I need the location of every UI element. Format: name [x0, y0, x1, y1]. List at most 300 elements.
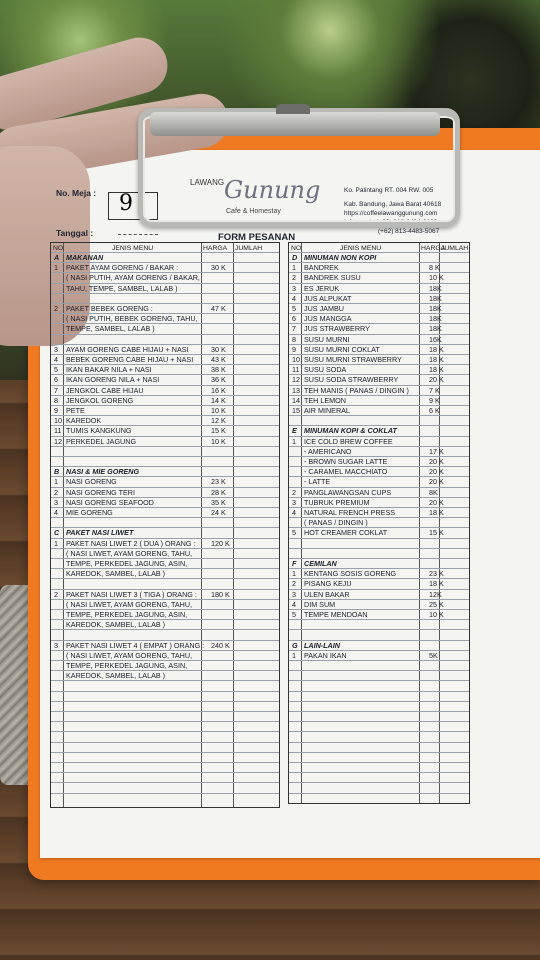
- item-number: 12: [292, 375, 300, 385]
- item-number: 10: [54, 416, 62, 426]
- item-number: 2: [292, 579, 296, 589]
- menu-item-name: NATURAL FRENCH PRESS: [304, 508, 396, 517]
- item-number: 12: [54, 436, 62, 446]
- item-number: 3: [54, 344, 58, 354]
- menu-item-price: 18K: [429, 324, 442, 334]
- menu-item-price: 18 K: [429, 508, 444, 517]
- menu-item-price: 18 K: [429, 344, 444, 354]
- menu-item-name: PAKET NASI LIWET 3 ( TIGA ) ORANG :: [66, 589, 197, 599]
- quantity-cell[interactable]: [234, 375, 254, 384]
- quantity-cell[interactable]: [440, 590, 460, 599]
- menu-item-name: BANDREK: [304, 263, 339, 273]
- menu-item-name: TEMPE, PERKEDEL JAGUNG, ASIN,: [66, 661, 188, 670]
- quantity-cell[interactable]: [440, 386, 460, 395]
- quantity-cell[interactable]: [440, 579, 460, 588]
- menu-item-name: PAKET AYAM GORENG / BAKAR :: [66, 263, 179, 273]
- menu-item-name: - AMERICANO: [304, 446, 352, 456]
- menu-item-price: 18 K: [429, 355, 444, 364]
- menu-item-name: AIR MINERAL: [304, 406, 350, 415]
- menu-item-name: TEH MANIS ( PANAS / DINGIN ): [304, 385, 409, 395]
- quantity-cell[interactable]: [440, 416, 460, 425]
- menu-item-name: DIM SUM: [304, 599, 336, 609]
- menu-item-name: PAKET NASI LIWET 2 ( DUA ) ORANG :: [66, 538, 196, 548]
- phone-line: Informasi : (+62) 813-9494-3896: [344, 219, 438, 226]
- menu-item-name: ( NASI PUTIH, AYAM GORENG / BAKAR,: [66, 273, 200, 283]
- quantity-cell[interactable]: [234, 610, 254, 619]
- address-line: Ko. Palintang RT. 004 RW. 005: [344, 187, 434, 194]
- menu-item-name: PAKET NASI LIWET 4 ( EMPAT ) ORANG :: [66, 640, 205, 650]
- quantity-cell[interactable]: [440, 569, 460, 578]
- item-number: 10: [292, 355, 300, 364]
- menu-item-price: 8 K: [429, 263, 440, 273]
- form-title: FORM PESANAN: [218, 232, 296, 243]
- menu-item-price: 120 K: [211, 538, 230, 548]
- header-harga: HARGA: [421, 245, 446, 252]
- menu-item-name: NASI GORENG SEAFOOD: [66, 497, 154, 507]
- item-number: 6: [54, 375, 58, 385]
- menu-item-price: 47 K: [211, 304, 226, 313]
- item-number: 3: [292, 589, 296, 599]
- item-number: 3: [292, 283, 296, 293]
- menu-item-price: 23 K: [211, 477, 226, 487]
- menu-item-price: 35 K: [211, 497, 226, 507]
- table-row-line: [51, 762, 279, 763]
- item-number: 3: [292, 497, 296, 507]
- menu-item-price: 10 K: [429, 610, 444, 619]
- quantity-cell[interactable]: [440, 457, 460, 466]
- item-number: 11: [292, 365, 300, 375]
- quantity-cell[interactable]: [440, 324, 460, 333]
- quantity-cell[interactable]: [440, 477, 460, 486]
- table-row-line: [289, 782, 469, 783]
- menu-item-name: ( NASI PUTIH, BEBEK GORENG, TAHU,: [66, 314, 198, 324]
- quantity-cell[interactable]: [440, 253, 460, 262]
- quantity-cell[interactable]: [234, 651, 254, 660]
- menu-item-name: ( NASI LIWET, AYAM GORENG, TAHU,: [66, 650, 193, 660]
- table-column-line: [63, 243, 64, 807]
- quantity-cell[interactable]: [234, 314, 254, 323]
- section-title: MINUMAN NON KOPI: [304, 253, 377, 262]
- table-row-line: [289, 752, 469, 753]
- menu-item-name: KAREDOK, SAMBEL, LALAB ): [66, 620, 166, 630]
- quantity-cell[interactable]: [440, 549, 460, 558]
- menu-item-name: - LATTE: [304, 477, 331, 487]
- quantity-cell[interactable]: [234, 273, 254, 282]
- quantity-cell[interactable]: [234, 528, 254, 537]
- date-label: Tanggal :: [56, 228, 94, 238]
- quantity-cell[interactable]: [234, 355, 254, 364]
- item-number: 8: [54, 395, 58, 405]
- menu-item-name: JUS MANGGA: [304, 314, 352, 324]
- quantity-cell[interactable]: [440, 314, 460, 323]
- quantity-cell[interactable]: [234, 590, 254, 599]
- item-number: E: [292, 426, 297, 436]
- menu-item-price: 180 K: [211, 589, 230, 599]
- quantity-cell[interactable]: [440, 406, 460, 415]
- menu-item-price: 15 K: [211, 426, 226, 436]
- menu-item-name: PETE: [66, 406, 85, 415]
- menu-item-price: 12 K: [211, 416, 226, 426]
- section-title: MAKANAN: [66, 253, 104, 262]
- menu-item-name: IKAN GORENG NILA + NASI: [66, 375, 160, 385]
- clip-bar: [150, 112, 440, 136]
- quantity-cell[interactable]: [234, 467, 254, 476]
- menu-item-price: 18K: [429, 314, 442, 324]
- menu-table-right: [288, 242, 470, 804]
- item-number: 5: [292, 528, 296, 538]
- quantity-cell[interactable]: [440, 447, 460, 456]
- item-number: 7: [54, 385, 58, 395]
- table-row-line: [51, 711, 279, 712]
- item-number: 4: [54, 355, 58, 364]
- item-number: 11: [54, 426, 62, 436]
- quantity-cell[interactable]: [440, 355, 460, 364]
- header-jenis-menu: JENIS MENU: [340, 245, 382, 252]
- quantity-cell[interactable]: [234, 518, 254, 527]
- menu-item-price: 36 K: [211, 375, 226, 385]
- menu-item-price: 20 K: [429, 375, 444, 385]
- quantity-cell[interactable]: [234, 396, 254, 405]
- quantity-cell[interactable]: [234, 569, 254, 578]
- menu-item-price: 10 K: [211, 406, 226, 415]
- menu-item-name: BANDREK SUSU: [304, 273, 361, 283]
- table-number-value: 9: [119, 191, 133, 216]
- table-row-line: [51, 721, 279, 722]
- quantity-cell[interactable]: [234, 630, 254, 639]
- table-row-line: [289, 701, 469, 702]
- quantity-cell[interactable]: [440, 508, 460, 517]
- section-title: LAIN-LAIN: [304, 640, 340, 650]
- quantity-cell[interactable]: [234, 284, 254, 293]
- table-column-line: [201, 243, 202, 807]
- menu-item-name: KAREDOK: [66, 416, 102, 426]
- menu-item-price: 18K: [429, 293, 442, 303]
- table-number-label: No. Meja :: [56, 188, 97, 198]
- quantity-cell[interactable]: [234, 437, 254, 446]
- quantity-cell[interactable]: [440, 600, 460, 609]
- quantity-cell[interactable]: [234, 263, 254, 272]
- item-number: 1: [292, 650, 296, 660]
- item-number: D: [292, 253, 298, 262]
- menu-item-name: KENTANG SOSIS GORENG: [304, 569, 397, 579]
- brand-prefix: LAWANG: [190, 178, 225, 187]
- item-number: 9: [54, 406, 58, 415]
- quantity-cell[interactable]: [440, 610, 460, 619]
- quantity-cell[interactable]: [440, 396, 460, 405]
- menu-item-name: ( PANAS / DINGIN ): [304, 518, 368, 528]
- item-number: A: [54, 253, 60, 262]
- menu-item-price: 9 K: [429, 395, 440, 405]
- table-row-line: [289, 711, 469, 712]
- item-number: 1: [292, 569, 296, 579]
- item-number: 1: [54, 538, 58, 548]
- quantity-cell[interactable]: [440, 375, 460, 384]
- item-number: 9: [292, 344, 296, 354]
- table-column-line: [419, 243, 420, 803]
- menu-item-price: 25 K: [429, 599, 444, 609]
- quantity-cell[interactable]: [234, 406, 254, 415]
- table-row-line: [289, 772, 469, 773]
- phone-line: (+62) 813-4483-5067: [378, 228, 440, 235]
- item-number: 6: [292, 314, 296, 324]
- menu-item-name: TEH LEMON: [304, 395, 346, 405]
- quantity-cell[interactable]: [234, 365, 254, 374]
- quantity-cell[interactable]: [440, 620, 460, 629]
- table-row-line: [289, 670, 469, 671]
- section-title: PAKET NASI LIWET: [66, 528, 134, 538]
- header-harga: HARGA: [203, 245, 228, 252]
- menu-item-price: 30 K: [211, 263, 226, 273]
- quantity-cell[interactable]: [440, 498, 460, 507]
- quantity-cell[interactable]: [440, 518, 460, 527]
- brand-name: Gunung: [224, 176, 321, 204]
- quantity-cell[interactable]: [234, 457, 254, 466]
- quantity-cell[interactable]: [234, 661, 254, 670]
- quantity-cell[interactable]: [440, 651, 460, 660]
- quantity-cell[interactable]: [234, 294, 254, 303]
- item-number: F: [292, 559, 297, 568]
- menu-item-name: JUS ALPUKAT: [304, 293, 352, 303]
- menu-item-price: 18 K: [429, 365, 444, 375]
- quantity-cell[interactable]: [440, 284, 460, 293]
- menu-item-name: PISANG KEJU: [304, 579, 352, 589]
- menu-item-name: TUMIS KANGKUNG: [66, 426, 132, 436]
- menu-item-price: 12K: [429, 589, 442, 599]
- menu-item-name: NASI GORENG: [66, 477, 117, 487]
- quantity-cell[interactable]: [440, 528, 460, 537]
- quantity-cell[interactable]: [234, 488, 254, 497]
- item-number: C: [54, 528, 60, 538]
- menu-item-name: PAKAN IKAN: [304, 650, 347, 660]
- menu-item-price: 24 K: [211, 508, 226, 517]
- quantity-cell[interactable]: [440, 304, 460, 313]
- header-no: NO: [53, 245, 64, 252]
- header-jumlah: JUMLAH: [235, 245, 263, 252]
- item-number: 14: [292, 395, 300, 405]
- menu-item-price: 5K: [429, 650, 438, 660]
- quantity-cell[interactable]: [234, 304, 254, 313]
- table-row-line: [51, 793, 279, 794]
- table-row-line: [51, 680, 279, 681]
- quantity-cell[interactable]: [234, 600, 254, 609]
- quantity-cell[interactable]: [440, 539, 460, 548]
- quantity-cell[interactable]: [440, 273, 460, 282]
- menu-item-name: PAKET BEBEK GORENG :: [66, 304, 153, 313]
- item-number: 2: [292, 273, 296, 283]
- quantity-cell[interactable]: [440, 263, 460, 272]
- item-number: 3: [54, 497, 58, 507]
- item-number: B: [54, 467, 60, 477]
- menu-item-name: ( NASI LIWET, AYAM GORENG, TAHU,: [66, 599, 193, 609]
- quantity-cell[interactable]: [234, 508, 254, 517]
- table-row-line: [289, 660, 469, 661]
- quantity-cell[interactable]: [234, 416, 254, 425]
- quantity-cell[interactable]: [234, 426, 254, 435]
- menu-item-name: JENGKOL CABE HIJAU: [66, 385, 144, 395]
- quantity-cell[interactable]: [234, 324, 254, 333]
- menu-item-price: 18K: [429, 304, 442, 313]
- item-number: 1: [292, 263, 296, 273]
- header-no: NO: [291, 245, 302, 252]
- quantity-cell[interactable]: [234, 620, 254, 629]
- menu-item-name: SUSU SODA STRAWBERRY: [304, 375, 399, 385]
- quantity-cell[interactable]: [440, 467, 460, 476]
- table-row-line: [51, 701, 279, 702]
- menu-item-name: HOT CREAMER COKLAT: [304, 528, 388, 538]
- menu-item-name: KAREDOK, SAMBEL, LALAB ): [66, 569, 166, 579]
- menu-item-price: 10 K: [429, 273, 444, 283]
- menu-item-price: 17 K: [429, 446, 444, 456]
- address-line: Kab. Bandung, Jawa Barat 40618: [344, 201, 442, 208]
- menu-item-name: JENGKOL GORENG: [66, 395, 134, 405]
- website-line: https://coffeelawanggunung.com: [344, 210, 438, 217]
- quantity-cell[interactable]: [440, 437, 460, 446]
- quantity-cell[interactable]: [440, 294, 460, 303]
- clip-knob: [276, 104, 310, 114]
- menu-item-name: JUS STRAWBERRY: [304, 324, 370, 334]
- item-number: 2: [292, 487, 296, 497]
- item-number: 13: [292, 385, 300, 395]
- quantity-cell[interactable]: [234, 345, 254, 354]
- item-number: 1: [54, 263, 58, 273]
- quantity-cell[interactable]: [234, 253, 254, 262]
- quantity-cell[interactable]: [234, 671, 254, 680]
- menu-item-name: ES JERUK: [304, 283, 340, 293]
- brand-subtitle: Cafe & Homestay: [226, 208, 281, 215]
- menu-item-price: 14 K: [211, 395, 226, 405]
- menu-item-name: AYAM GORENG CABE HIJAU + NASI: [66, 344, 189, 354]
- menu-item-price: 7 K: [429, 385, 440, 395]
- table-row-line: [51, 752, 279, 753]
- menu-item-price: 20 K: [429, 457, 444, 466]
- quantity-cell[interactable]: [440, 630, 460, 639]
- menu-item-name: ( NASI LIWET, AYAM GORENG, TAHU,: [66, 548, 193, 558]
- quantity-cell[interactable]: [234, 579, 254, 588]
- item-number: 2: [54, 304, 58, 313]
- table-row-line: [51, 691, 279, 692]
- menu-item-price: 16K: [429, 334, 442, 344]
- menu-item-name: SUSU MURNI: [304, 334, 350, 344]
- menu-item-name: - BROWN SUGAR LATTE: [304, 457, 388, 466]
- menu-item-price: 30 K: [211, 344, 226, 354]
- menu-item-name: PANGLAWANGSAN CUPS: [304, 487, 392, 497]
- menu-item-price: 18 K: [429, 579, 444, 589]
- quantity-cell[interactable]: [440, 426, 460, 435]
- menu-item-name: TEMPE MENDOAN: [304, 610, 368, 619]
- menu-item-name: MIE GORENG: [66, 508, 113, 517]
- item-number: 4: [292, 293, 296, 303]
- header-jenis-menu: JENIS MENU: [112, 245, 154, 252]
- table-row-line: [51, 782, 279, 783]
- table-row-line: [289, 721, 469, 722]
- section-title: MINUMAN KOPI & COKLAT: [304, 426, 397, 436]
- menu-item-name: NASI GORENG TERI: [66, 487, 135, 497]
- menu-item-name: TEMPE, SAMBEL, LALAB ): [66, 324, 155, 334]
- item-number: 8: [292, 334, 296, 344]
- quantity-cell[interactable]: [234, 386, 254, 395]
- item-number: 1: [292, 436, 296, 446]
- menu-item-name: SUSU MURNI COKLAT: [304, 344, 380, 354]
- item-number: 4: [54, 508, 58, 517]
- table-row-line: [51, 742, 279, 743]
- header-jumlah: JUMLAH: [441, 245, 469, 252]
- table-row-line: [51, 772, 279, 773]
- quantity-cell[interactable]: [234, 641, 254, 650]
- menu-item-name: SUSU SODA: [304, 365, 347, 375]
- menu-item-price: 240 K: [211, 640, 230, 650]
- section-title: CEMILAN: [304, 559, 337, 568]
- item-number: 5: [292, 304, 296, 313]
- table-row-line: [289, 691, 469, 692]
- item-number: 4: [292, 599, 296, 609]
- menu-item-name: BEBEK GORENG CABE HIJAU + NASI: [66, 355, 194, 364]
- quantity-cell[interactable]: [440, 335, 460, 344]
- menu-item-name: IKAN BAKAR NILA + NASI: [66, 365, 152, 375]
- quantity-cell[interactable]: [234, 335, 254, 344]
- item-number: 4: [292, 508, 296, 517]
- menu-item-name: SUSU MURNI STRAWBERRY: [304, 355, 402, 364]
- menu-item-price: 20 K: [429, 477, 444, 487]
- quantity-cell[interactable]: [234, 539, 254, 548]
- menu-item-price: 20 K: [429, 497, 444, 507]
- item-number: 7: [292, 324, 296, 334]
- item-number: 3: [54, 640, 58, 650]
- menu-item-name: TEMPE, PERKEDEL JAGUNG, ASIN,: [66, 610, 188, 619]
- item-number: G: [292, 640, 298, 650]
- section-title: NASI & MIE GORENG: [66, 467, 140, 477]
- quantity-cell[interactable]: [440, 559, 460, 568]
- quantity-cell[interactable]: [440, 345, 460, 354]
- menu-item-price: 8K: [429, 487, 438, 497]
- table-row-line: [289, 680, 469, 681]
- table-column-line: [301, 243, 302, 803]
- menu-table-left: [50, 242, 280, 808]
- menu-item-name: KAREDOK, SAMBEL, LALAB ): [66, 671, 166, 681]
- menu-item-price: 38 K: [211, 365, 226, 375]
- quantity-cell[interactable]: [234, 549, 254, 558]
- menu-item-name: TEMPE, PERKEDEL JAGUNG, ASIN,: [66, 559, 188, 568]
- menu-item-name: TUBRUK PREMIUM: [304, 497, 370, 507]
- date-field-line[interactable]: [118, 234, 158, 235]
- menu-item-price: 10 K: [211, 436, 226, 446]
- quantity-cell[interactable]: [440, 488, 460, 497]
- table-row-line: [289, 731, 469, 732]
- menu-item-name: PERKEDEL JAGUNG: [66, 436, 137, 446]
- menu-item-price: 23 K: [429, 569, 444, 579]
- menu-item-price: 43 K: [211, 355, 226, 364]
- table-row-line: [289, 793, 469, 794]
- item-number: 5: [54, 365, 58, 375]
- item-number: 5: [292, 610, 296, 619]
- menu-item-name: TAHU, TEMPE, SAMBEL, LALAB ): [66, 283, 178, 293]
- menu-item-price: 20 K: [429, 467, 444, 477]
- menu-item-name: ULEN BAKAR: [304, 589, 350, 599]
- table-row-line: [51, 731, 279, 732]
- table-row-line: [289, 742, 469, 743]
- item-number: 2: [54, 487, 58, 497]
- menu-item-name: - CARAMEL MACCHIATO: [304, 467, 388, 477]
- quantity-cell[interactable]: [440, 641, 460, 650]
- quantity-cell[interactable]: [234, 447, 254, 456]
- item-number: 2: [54, 589, 58, 599]
- menu-item-price: 16 K: [211, 385, 226, 395]
- menu-item-price: 18K: [429, 283, 442, 293]
- quantity-cell[interactable]: [234, 498, 254, 507]
- table-row-line: [289, 762, 469, 763]
- quantity-cell[interactable]: [440, 365, 460, 374]
- quantity-cell[interactable]: [234, 559, 254, 568]
- quantity-cell[interactable]: [234, 477, 254, 486]
